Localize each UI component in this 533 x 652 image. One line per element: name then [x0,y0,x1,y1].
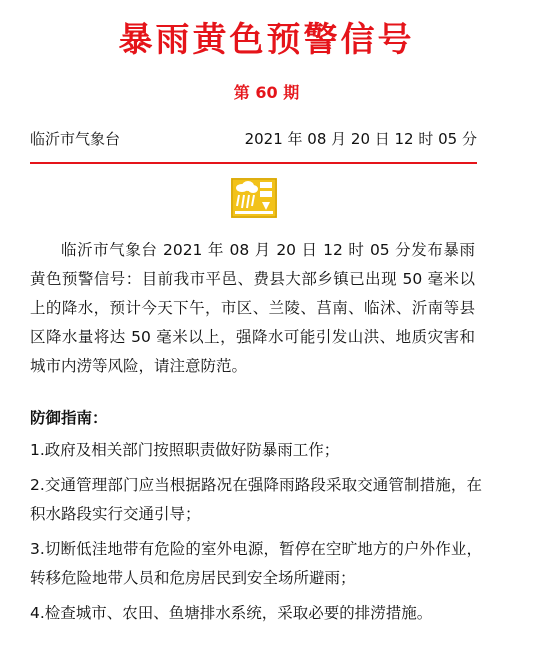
guide-item-1: 1.政府及相关部门按照职责做好防暴雨工作； [30,441,340,459]
issue-number: 第 60 期 [233,83,300,102]
guide-title: 防御指南： [30,409,108,427]
guide-item-2: 2.交通管理部门应当根据路况在强降雨路段采取交通管制措施，在积水路段实行交通引导； [30,476,482,523]
guide-list [30,436,482,634]
guide-item-3: 3.切断低洼地带有危险的室外电源，暂停在空旷地方的户外作业，转移危险地带人员和危房居民到安全场所避雨； [30,540,482,587]
red-divider [30,162,477,164]
issuer-row [30,128,477,150]
rainstorm-yellow-warning-icon [231,178,277,218]
warning-body: 临沂市气象台 2021 年 08 月 20 日 12 时 05 分发布暴雨黄色预警信号：目前我市平邑、费县大部乡镇已出现 50 毫米以上的降水，预计今天下午，市区、兰陵、莒南、临沭、沂南等县区降水量将达 50 毫米以上，强降水可能引发山洪、地质灾害和城市内涝等风险，请注意防范。 [30,241,475,375]
guide-item-4: 4.检查城市、农田、鱼塘排水系统，采取必要的排涝措施。 [30,604,433,622]
issuer-name: 临沂市气象台 [30,130,121,148]
warning-title: 暴雨黄色预警信号 [118,20,415,60]
issue-datetime: 2021 年 08 月 20 日 12 时 05 分 [244,130,477,148]
